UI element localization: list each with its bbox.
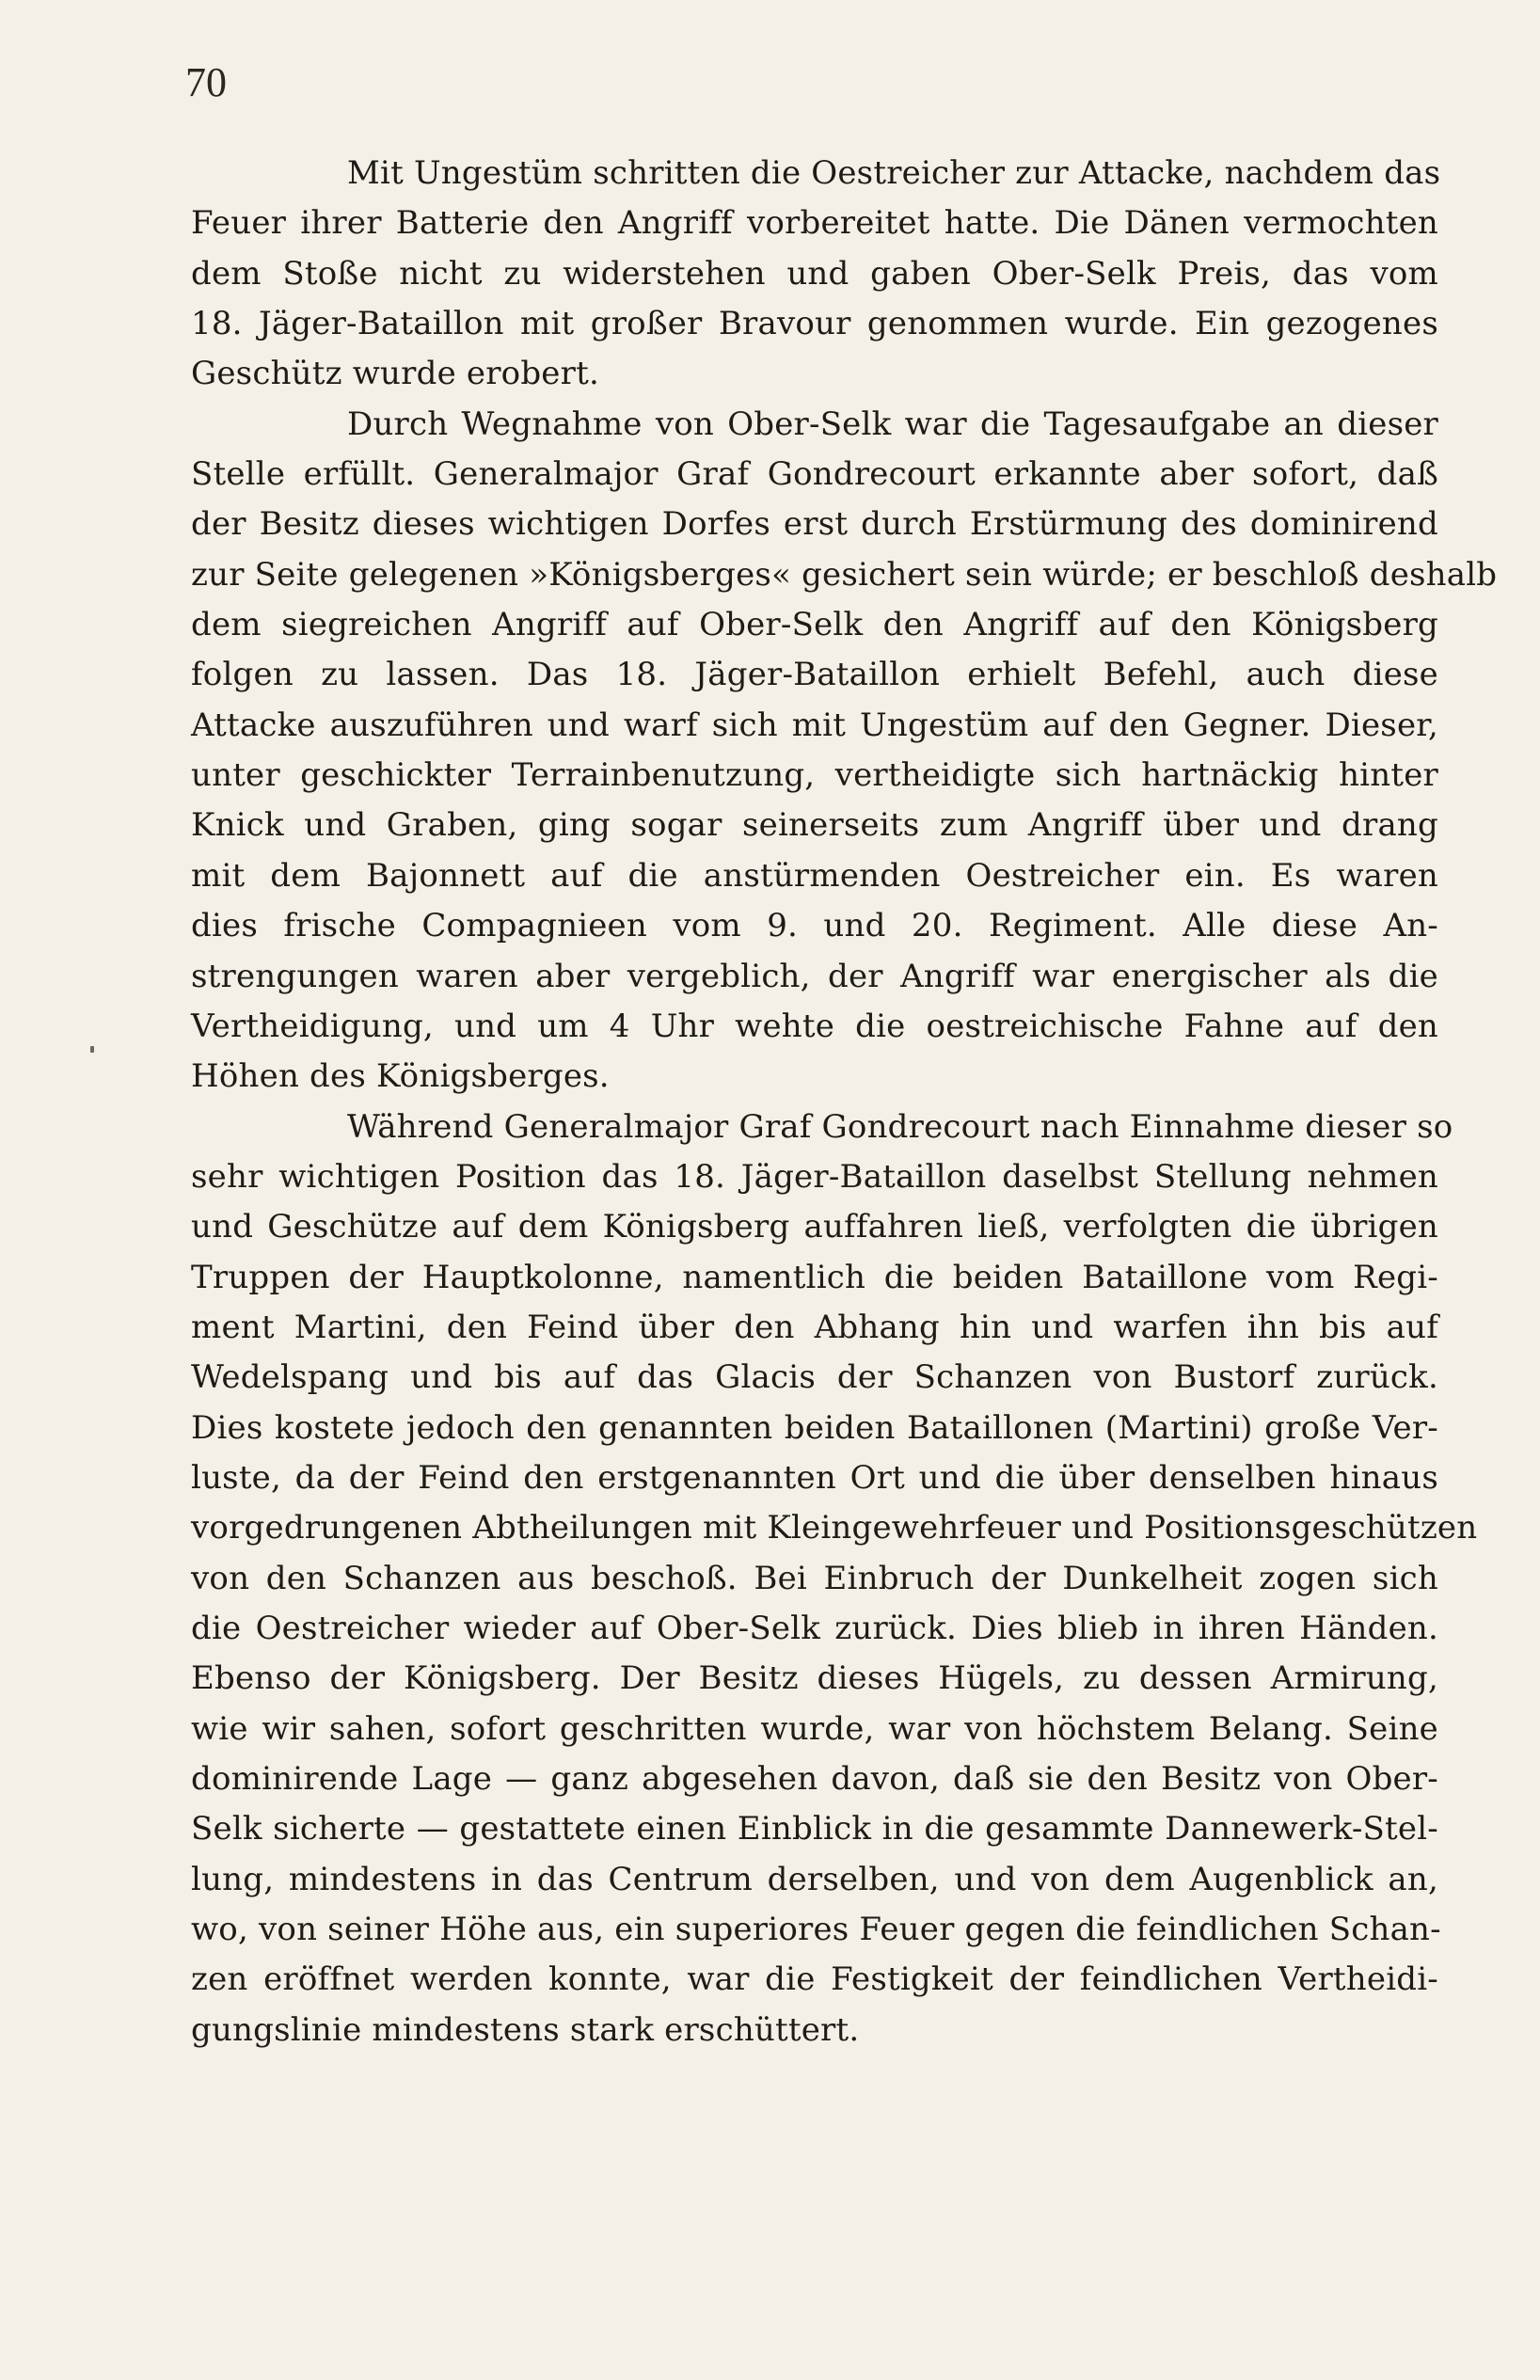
text-line: folgen zu lassen. Das 18. Jäger-Bataillon erhielt Befehl, auch diese xyxy=(191,656,1438,694)
text-line: Wedelspang und bis auf das Glacis der Schanzen von Bustorf zurück. xyxy=(191,1358,1438,1397)
paragraph xyxy=(191,149,1441,400)
margin-mark xyxy=(90,1046,94,1053)
text-line: mit dem Bajonnett auf die anstürmenden Oestreicher ein. Es waren xyxy=(191,856,1438,895)
text-line: gungslinie mindestens stark erschüttert. xyxy=(191,2010,860,2049)
text-line: von den Schanzen aus beschoß. Bei Einbruch der Dunkelheit zogen sich xyxy=(191,1559,1438,1597)
text-line: Vertheidigung, und um 4 Uhr wehte die oestreichische Fahne auf den xyxy=(191,1007,1438,1045)
text-line: wo, von seiner Höhe aus, ein superiores Feuer gegen die feindlichen Schan- xyxy=(191,1911,1441,1949)
text-line: Geschütz wurde erobert. xyxy=(191,355,599,393)
page-number: 70 xyxy=(185,59,227,105)
text-line: unter geschickter Terrainbenutzung, vertheidigte sich hartnäckig hinter xyxy=(191,756,1438,795)
text-line: Mit Ungestüm schritten die Oestreicher zur Attacke, nachdem das xyxy=(347,154,1441,192)
text-line: lung, mindestens in das Centrum derselben, und von dem Augenblick an, xyxy=(191,1860,1438,1898)
body-text xyxy=(191,149,1498,2055)
text-line: sehr wichtigen Position das 18. Jäger-Bataillon daselbst Stellung nehmen xyxy=(191,1157,1438,1196)
text-line: strengungen waren aber vergeblich, der Angriff war energischer als die xyxy=(191,957,1438,995)
text-line: Feuer ihrer Batterie den Angriff vorbereitet hatte. Die Dänen vermochten xyxy=(191,204,1438,243)
text-line: dem siegreichen Angriff auf Ober-Selk den Angriff auf den Königsberg xyxy=(191,606,1438,644)
text-line: zur Seite gelegenen »Königsberges« gesichert sein würde; er beschloß deshalb xyxy=(191,555,1498,594)
text-line: 18. Jäger-Bataillon mit großer Bravour genommen wurde. Ein gezogenes xyxy=(191,305,1438,343)
text-line: Knick und Graben, ging sogar seinerseits zum Angriff über und drang xyxy=(191,806,1438,845)
text-line: Stelle erfüllt. Generalmajor Graf Gondrecourt erkannte aber sofort, daß xyxy=(191,455,1438,494)
text-line: wie wir sahen, sofort geschritten wurde, war von höchstem Belang. Seine xyxy=(191,1709,1438,1748)
text-line: Selk sicherte — gestattete einen Einblick in die gesammte Dannewerk-Stel- xyxy=(191,1810,1438,1848)
text-line: Dies kostete jedoch den genannten beiden Bataillonen (Martini) große Ver- xyxy=(191,1408,1438,1447)
text-line: Ebenso der Königsberg. Der Besitz dieses Hügels, zu dessen Armirung, xyxy=(191,1659,1438,1698)
text-line: Attacke auszuführen und warf sich mit Ungestüm auf den Gegner. Dieser, xyxy=(191,706,1438,744)
text-line: Durch Wegnahme von Ober-Selk war die Tagesaufgabe an dieser xyxy=(347,405,1438,443)
text-line: dem Stoße nicht zu widerstehen und gaben Ober-Selk Preis, das vom xyxy=(191,254,1438,293)
paragraph xyxy=(191,1103,1478,2056)
text-line: luste, da der Feind den erstgenannten Ort und die über denselben hinaus xyxy=(191,1458,1438,1497)
text-line: zen eröffnet werden konnte, war die Festigkeit der feindlichen Vertheidi- xyxy=(191,1960,1438,1999)
text-line: ment Martini, den Feind über den Abhang hin und warfen ihn bis auf xyxy=(191,1308,1438,1346)
text-line: Während Generalmajor Graf Gondrecourt nach Einnahme dieser so xyxy=(347,1107,1453,1146)
text-line: dies frische Compagnieen vom 9. und 20. Regiment. Alle diese An- xyxy=(191,907,1438,945)
text-line: der Besitz dieses wichtigen Dorfes erst durch Erstürmung des dominirend xyxy=(191,505,1438,544)
text-line: und Geschütze auf dem Königsberg auffahren ließ, verfolgten die übrigen xyxy=(191,1208,1438,1246)
text-line: die Oestreicher wieder auf Ober-Selk zurück. Dies blieb in ihren Händen. xyxy=(191,1609,1438,1647)
text-line: Höhen des Königsberges. xyxy=(191,1057,610,1096)
text-line: dominirende Lage — ganz abgesehen davon, daß sie den Besitz von Ober- xyxy=(191,1760,1438,1798)
text-line: Truppen der Hauptkolonne, namentlich die beiden Bataillone vom Regi- xyxy=(191,1258,1438,1296)
paragraph xyxy=(191,400,1498,1103)
text-line: vorgedrungenen Abtheilungen mit Kleingewehrfeuer und Positionsgeschützen xyxy=(191,1509,1478,1547)
